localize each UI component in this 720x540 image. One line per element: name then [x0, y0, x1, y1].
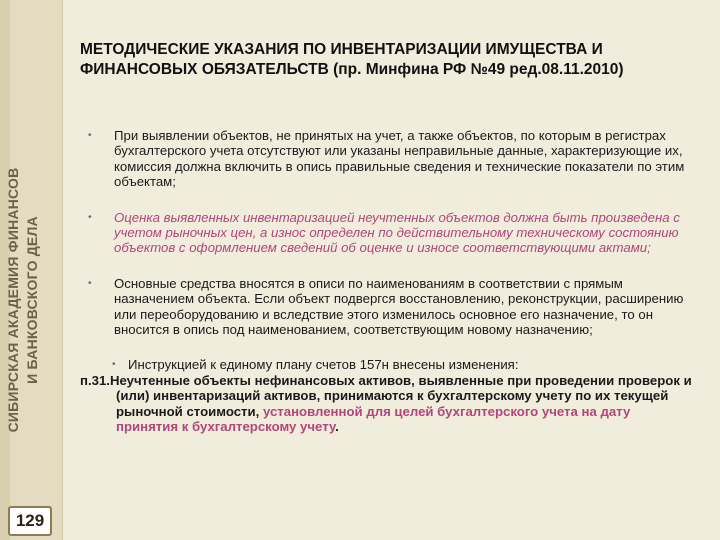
organization-name-line1: СИБИРСКАЯ АКАДЕМИЯ ФИНАНСОВ — [5, 167, 21, 433]
instruction-clause-highlight: установленной для целей бухгалтерского учета на дату принятия к бухгалтерскому учету — [116, 403, 631, 435]
instruction-clause-end: . — [335, 419, 339, 435]
bullet-text: Оценка выявленных инвентаризацией неучтенных объектов должна быть произведена с учетом рыночных цен, а износ определен по действительному техническому состоянию объектов с оформлением сведений об оценке и износе соответствующими актами; — [114, 209, 680, 256]
slide-title — [80, 40, 705, 80]
instruction-intro — [80, 357, 695, 372]
bullet-text: Основные средства вносятся в описи по наименованиям в соответствии с прямым назначением объекта. Если объект подвергся восстановлению, реконструкции, расширению или переоборудованию и вследствие этого изменилось основное его назначение, то он вносится в опись под наименованием, соответствующим новому назначению; — [114, 275, 684, 338]
slide-content — [80, 128, 695, 435]
bullet-icon: • — [88, 211, 92, 223]
instruction-clause — [80, 373, 695, 435]
bullet-item — [80, 210, 695, 256]
organization-name — [4, 120, 54, 480]
bullet-icon: • — [88, 130, 92, 141]
bullet-icon: • — [88, 277, 92, 289]
slide-title-suffix: (пр. Минфина РФ №49 ред.08.11.2010) — [333, 61, 624, 78]
slide-title-main: МЕТОДИЧЕСКИЕ УКАЗАНИЯ ПО ИНВЕНТАРИЗАЦИИ ИМУЩЕСТВА И ФИНАНСОВЫХ ОБЯЗАТЕЛЬСТВ — [80, 41, 603, 78]
instruction-block — [80, 357, 695, 434]
bullet-text: При выявлении объектов, не принятых на учет, а также объектов, по которым в регистрах бухгалтерского учета отсутствуют или указаны неправильные данные, характеризующие их, комиссия должна включить в опись правильные сведения и технические показатели по этим объектам; — [114, 128, 685, 190]
page-number: 129 — [8, 506, 52, 536]
organization-name-line2: И БАНКОВСКОГО ДЕЛА — [24, 216, 40, 384]
instruction-intro-text: Инструкцией к единому плану счетов 157н внесены изменения: — [128, 357, 519, 373]
bullet-icon: • — [112, 359, 116, 371]
instruction-clause-bold: п.31.Неучтенные объекты нефинансовых активов, выявленные при проведении проверок и (или) инвентаризаций активов, принимаются к бухгалтерскому учету по их текущей рыночной стоимости, — [80, 372, 692, 419]
bullet-item — [80, 276, 695, 338]
bullet-item — [80, 128, 695, 190]
